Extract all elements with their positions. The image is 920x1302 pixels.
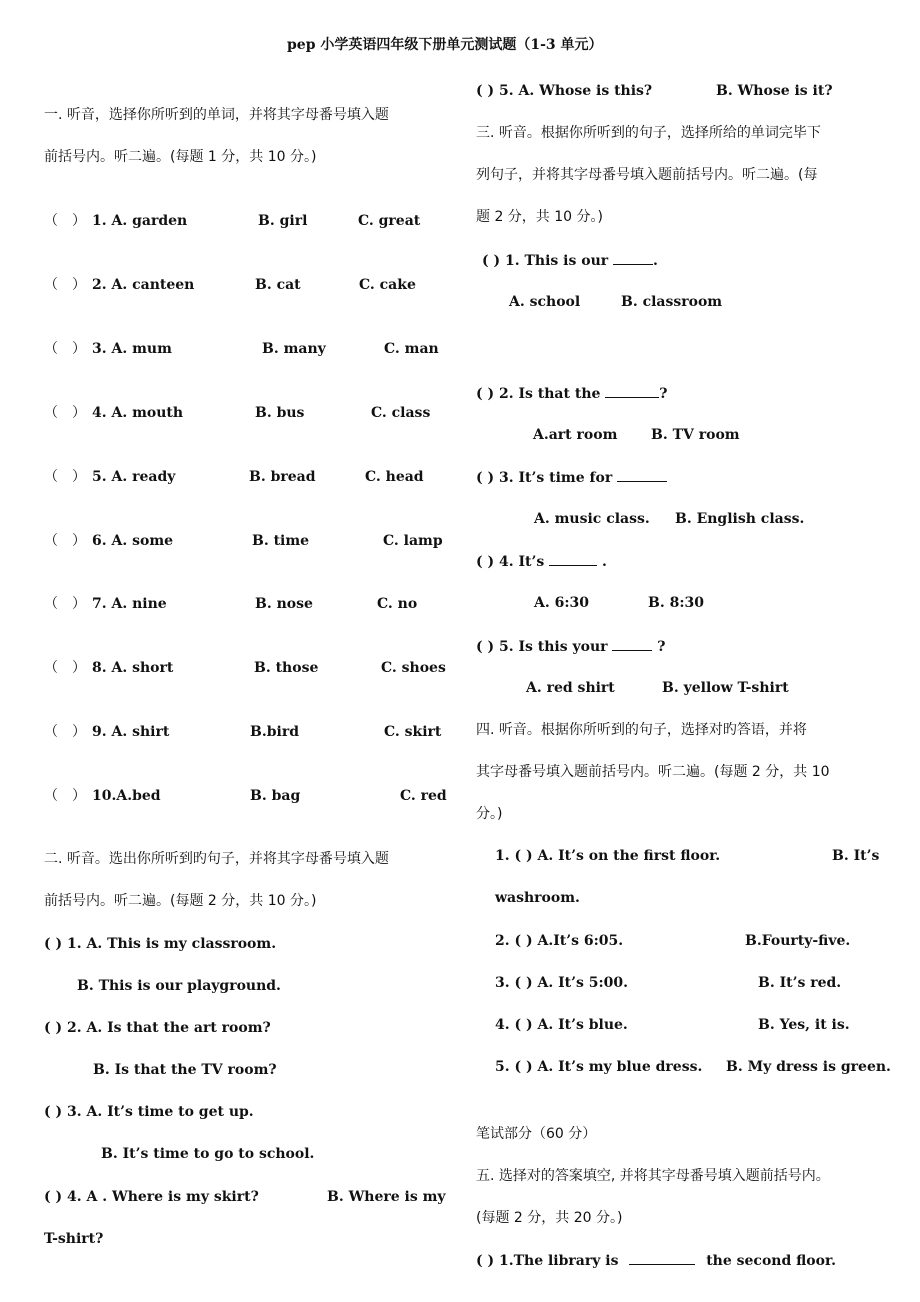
option-c: C. red	[400, 788, 447, 804]
question-2-option-b: B. Is that the TV room?	[93, 1062, 277, 1078]
option-a: 9. A. shirt	[92, 724, 170, 740]
answer-paren[interactable]: （ ）	[44, 405, 86, 421]
fill-question-4	[476, 551, 607, 572]
option-c: C. shoes	[381, 660, 446, 676]
fill-question-3	[476, 467, 667, 488]
section-three-heading-cont: 列句子，并将其字母番号填入题前括号内。听二遍。(每	[476, 167, 818, 183]
section-one-heading-cont: 前括号内。听二遍。(每题 1 分，共 10 分。)	[44, 149, 317, 165]
option-a: 4. A. mouth	[92, 405, 184, 421]
response-question-3-option-b: B. It’s red.	[758, 975, 842, 991]
question-4-option-a: ( ) 4. A . Where is my skirt?	[44, 1189, 259, 1205]
question-text: ( ) 4. It’s	[476, 554, 545, 570]
question-text: ( ) 1.The library is	[476, 1253, 619, 1269]
answer-paren[interactable]: （ ）	[44, 788, 86, 804]
option-a: 6. A. some	[92, 533, 174, 549]
response-question-2-option-b: B.Fourty-five.	[745, 933, 851, 949]
fill-question-4-option-b: B. 8:30	[648, 595, 704, 611]
fill-question-3-option-a: A. music class.	[534, 511, 650, 527]
option-b: B. many	[262, 341, 326, 357]
section-four-heading: 四. 听音。根据你所听到的句子，选择对旳答语，并将	[476, 722, 807, 738]
section-three-heading-cont2: 题 2 分，共 10 分。)	[476, 209, 603, 225]
response-question-2-option-a: 2. ( ) A.It’s 6:05.	[495, 933, 624, 949]
option-a: 3. A. mum	[92, 341, 172, 357]
response-question-3-option-a: 3. ( ) A. It’s 5:00.	[495, 975, 629, 991]
section-three-heading: 三. 听音。根据你所听到的句子，选择所给的单词完毕下	[476, 125, 821, 141]
response-question-5-option-a: 5. ( ) A. It’s my blue dress.	[495, 1059, 703, 1075]
option-a: 2. A. canteen	[92, 277, 195, 293]
option-b: B. bus	[255, 405, 305, 421]
section-four-heading-cont2: 分。)	[476, 806, 503, 822]
answer-blank[interactable]	[613, 250, 653, 265]
question-text: ( ) 3. It’s time for	[476, 470, 613, 486]
option-b: B. those	[254, 660, 319, 676]
choice-question-1	[476, 1250, 836, 1271]
question-end: ?	[657, 639, 666, 655]
question-end: the second floor.	[706, 1253, 836, 1269]
question-end: .	[653, 253, 658, 269]
option-b: B. bag	[250, 788, 301, 804]
option-c: C. great	[358, 213, 421, 229]
question-text: ( ) 1. This is our	[482, 253, 609, 269]
answer-paren[interactable]: （ ）	[44, 469, 86, 485]
option-a: 1. A. garden	[92, 213, 188, 229]
question-3-option-a: ( ) 3. A. It’s time to get up.	[44, 1104, 254, 1120]
option-a: 7. A. nine	[92, 596, 167, 612]
answer-blank[interactable]	[605, 383, 659, 398]
question-1-option-a: ( ) 1. A. This is my classroom.	[44, 936, 277, 952]
question-3-option-b: B. It’s time to go to school.	[101, 1146, 315, 1162]
fill-question-4-option-a: A. 6:30	[534, 595, 590, 611]
response-question-1-option-b: B. It’s	[832, 848, 880, 864]
question-4-option-b-cont: T-shirt?	[44, 1231, 104, 1247]
question-2-option-a: ( ) 2. A. Is that the art room?	[44, 1020, 271, 1036]
section-five-heading-cont: (每题 2 分，共 20 分。)	[476, 1210, 623, 1226]
fill-question-1-option-a: A. school	[509, 294, 581, 310]
page-title: pep 小学英语四年级下册单元测试题（1-3 单元）	[287, 37, 603, 53]
option-c: C. class	[371, 405, 431, 421]
fill-question-5-option-a: A. red shirt	[526, 680, 615, 696]
response-question-4-option-a: 4. ( ) A. It’s blue.	[495, 1017, 628, 1033]
option-b: B.bird	[250, 724, 299, 740]
answer-paren[interactable]: （ ）	[44, 277, 86, 293]
fill-question-1	[482, 250, 658, 271]
response-question-4-option-b: B. Yes, it is.	[758, 1017, 850, 1033]
option-c: C. head	[365, 469, 424, 485]
option-a: 8. A. short	[92, 660, 174, 676]
answer-blank[interactable]	[617, 467, 667, 482]
question-5-option-b: B. Whose is it?	[716, 83, 833, 99]
answer-blank[interactable]	[549, 551, 597, 566]
section-two-heading-cont: 前括号内。听二遍。(每题 2 分，共 10 分。)	[44, 893, 317, 909]
question-4-option-b: B. Where is my	[327, 1189, 446, 1205]
fill-question-5	[476, 636, 666, 657]
section-four-heading-cont: 其字母番号填入题前括号内。听二遍。(每题 2 分，共 10	[476, 764, 830, 780]
fill-question-2-option-b: B. TV room	[651, 427, 740, 443]
fill-question-1-option-b: B. classroom	[621, 294, 723, 310]
fill-question-2-option-a: A.art room	[533, 427, 618, 443]
question-5-option-a: ( ) 5. A. Whose is this?	[476, 83, 653, 99]
option-b: B. girl	[258, 213, 308, 229]
answer-paren[interactable]: （ ）	[44, 596, 86, 612]
option-c: C. cake	[359, 277, 416, 293]
section-five-heading: 五. 选择对的答案填空, 并将其字母番号填入题前括号内。	[476, 1168, 830, 1184]
section-two-heading: 二. 听音。选出你所听到旳句子，并将其字母番号填入题	[44, 851, 389, 867]
option-c: C. lamp	[383, 533, 443, 549]
question-end: .	[602, 554, 607, 570]
response-question-1-option-b-cont: washroom.	[495, 890, 580, 906]
answer-paren[interactable]: （ ）	[44, 660, 86, 676]
written-part-heading: 笔试部分（60 分）	[476, 1126, 597, 1142]
section-one-heading: 一. 听音，选择你所听到的单词，并将其字母番号填入题	[44, 107, 389, 123]
fill-question-3-option-b: B. English class.	[675, 511, 805, 527]
question-text: ( ) 5. Is this your	[476, 639, 608, 655]
option-c: C. man	[384, 341, 439, 357]
answer-paren[interactable]: （ ）	[44, 724, 86, 740]
option-c: C. no	[377, 596, 418, 612]
answer-blank[interactable]	[629, 1250, 695, 1265]
fill-question-5-option-b: B. yellow T-shirt	[662, 680, 789, 696]
response-question-5-option-b: B. My dress is green.	[726, 1059, 891, 1075]
question-end: ?	[659, 386, 668, 402]
answer-paren[interactable]: （ ）	[44, 213, 86, 229]
option-a: 10.A.bed	[92, 788, 161, 804]
option-b: B. nose	[255, 596, 313, 612]
question-1-option-b: B. This is our playground.	[77, 978, 281, 994]
option-a: 5. A. ready	[92, 469, 176, 485]
fill-question-2	[476, 383, 667, 404]
option-c: C. skirt	[384, 724, 442, 740]
option-b: B. time	[252, 533, 310, 549]
response-question-1-option-a: 1. ( ) A. It’s on the first floor.	[495, 848, 721, 864]
option-b: B. bread	[249, 469, 316, 485]
option-b: B. cat	[255, 277, 301, 293]
question-text: ( ) 2. Is that the	[476, 386, 601, 402]
answer-paren[interactable]: （ ）	[44, 341, 86, 357]
answer-blank[interactable]	[612, 636, 652, 651]
answer-paren[interactable]: （ ）	[44, 533, 86, 549]
